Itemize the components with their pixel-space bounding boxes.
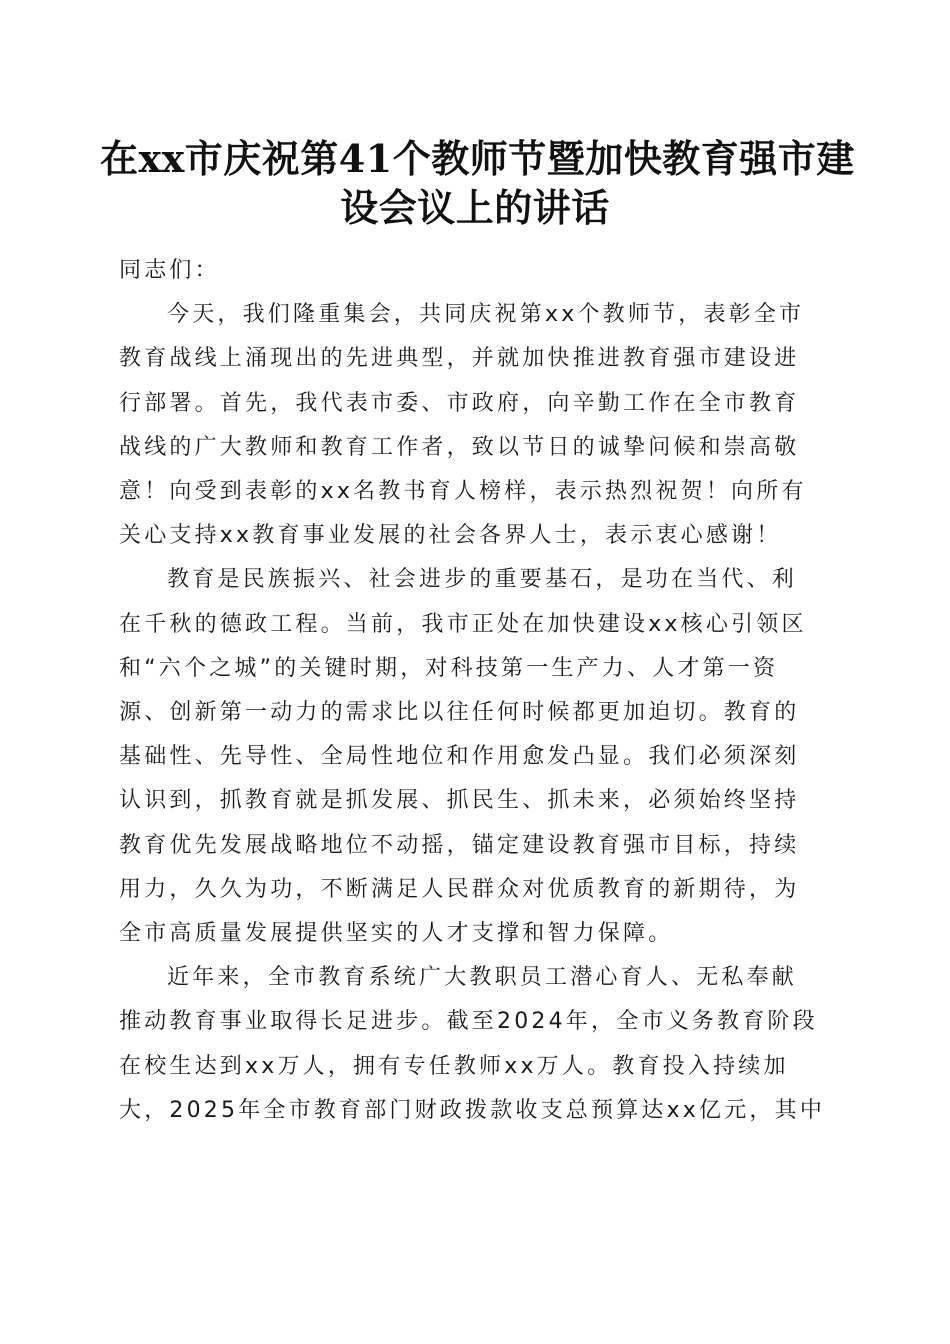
paragraph-line: 用力，久久为功，不断满足人民群众对优质教育的新期待，为 xyxy=(119,876,800,902)
paragraph xyxy=(119,956,831,1133)
paragraph-line: 全市高质量发展提供坚实的人才支撑和智力保障。 xyxy=(119,921,674,947)
paragraph-line: 推动教育事业取得长足进步。截至2024年，全市义务教育阶段 xyxy=(119,1009,818,1035)
title-line: 设会议上的讲话 xyxy=(340,185,610,230)
paragraph-line: 教育战线上涌现出的先进典型，并就加快推进教育强市建设进 xyxy=(119,346,800,372)
paragraph-line: 源、创新第一动力的需求比以往任何时候都更加迫切。教育的 xyxy=(119,700,800,726)
salutation: 同志们： xyxy=(119,258,220,283)
paragraph-line: 意！向受到表彰的xx名教书育人榜样，表示热烈祝贺！向所有 xyxy=(119,479,807,505)
paragraph xyxy=(119,293,831,558)
paragraph-line: 战线的广大教师和教育工作者，致以节日的诚挚问候和崇高敬 xyxy=(119,434,800,460)
paragraph-line: 和“六个之城”的关键时期，对科技第一生产力、人才第一资 xyxy=(119,655,779,681)
paragraph-line: 认识到，抓教育就是抓发展、抓民生、抓未来，必须始终坚持 xyxy=(119,788,800,814)
paragraph-line: 近年来，全市教育系统广大教职员工潜心育人、无私奉献 xyxy=(167,965,798,991)
paragraph-line: 在千秋的德政工程。当前，我市正处在加快建设xx核心引领区 xyxy=(119,611,807,637)
paragraph-line: 基础性、先导性、全局性地位和作用愈发凸显。我们必须深刻 xyxy=(119,744,800,770)
paragraph-line: 关心支持xx教育事业发展的社会各界人士，表示衷心感谢！ xyxy=(119,523,782,549)
paragraph-line: 行部署。首先，我代表市委、市政府，向辛勤工作在全市教育 xyxy=(119,390,800,416)
title-line: 在xx市庆祝第41个教师节暨加快教育强市建 xyxy=(100,136,855,181)
paragraph-line: 在校生达到xx万人，拥有专任教师xx万人。教育投入持续加 xyxy=(119,1053,789,1079)
page-title xyxy=(100,134,855,232)
speech-body xyxy=(119,249,831,1133)
paragraph-line: 教育是民族振兴、社会进步的重要基石，是功在当代、利 xyxy=(167,567,798,593)
paragraph-line: 教育优先发展战略地位不动摇，锚定建设教育强市目标，持续 xyxy=(119,832,800,858)
paragraph-line: 今天，我们隆重集会，共同庆祝第xx个教师节，表彰全市 xyxy=(167,302,805,328)
paragraph-line: 大，2025年全市教育部门财政拨款收支总预算达xx亿元，其中 xyxy=(119,1097,826,1123)
paragraph xyxy=(119,558,831,956)
